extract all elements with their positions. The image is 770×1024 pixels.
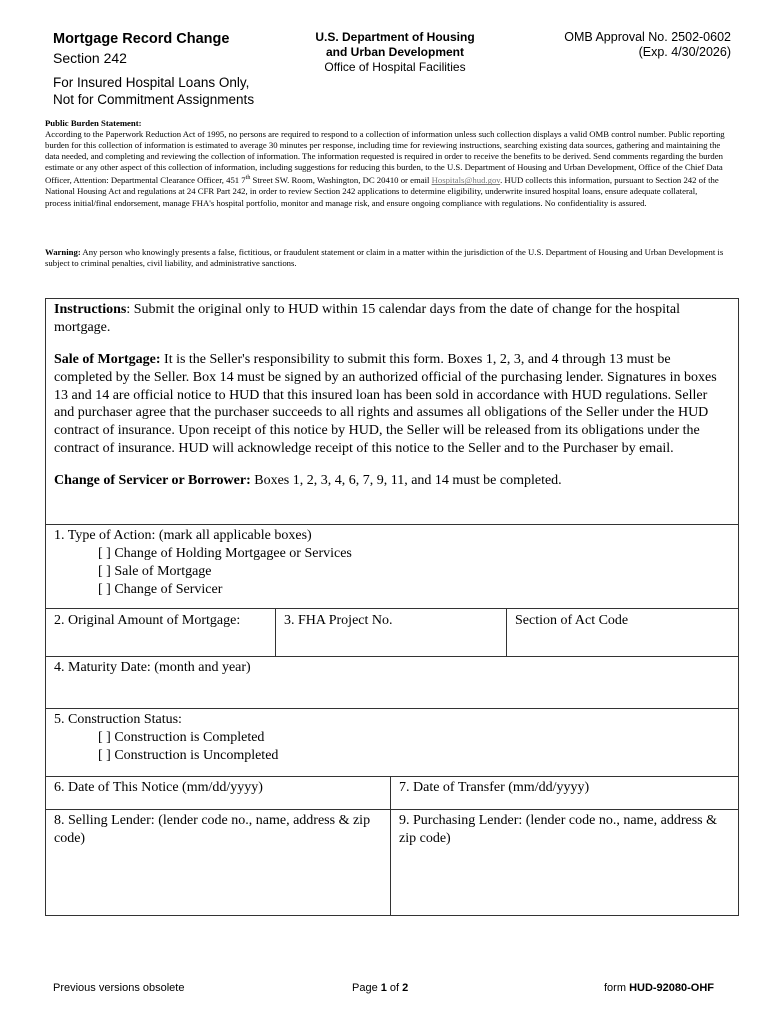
burden-title: Public Burden Statement: — [45, 118, 142, 128]
footer-obsolete-note: Previous versions obsolete — [53, 982, 185, 994]
warning-text: Any person who knowingly presents a false, fictitious, or fraudulent statement or claim in a matter within the jurisdiction of the U.S. Department of Housing and Urban Development is subject to criminal penalties, civil liability, and administrative sanctions. — [45, 247, 724, 269]
checkbox-change-holding-mortgagee[interactable]: [ ] Change of Holding Mortgagee or Services — [98, 546, 352, 561]
box-3-fha-project-no[interactable] — [275, 608, 507, 657]
box-6-label: 6. Date of This Notice (mm/dd/yyyy) — [54, 780, 263, 795]
checkbox-construction-uncompleted[interactable]: [ ] Construction is Uncompleted — [98, 748, 279, 763]
box-5-construction-status — [45, 708, 739, 777]
omb-expiration: (Exp. 4/30/2026) — [638, 45, 731, 59]
footer-page-number: Page 1 of 2 — [352, 982, 409, 994]
box-5-label: 5. Construction Status: — [54, 712, 182, 727]
section-of-act-label: Section of Act Code — [515, 613, 629, 628]
warning-label: Warning: — [45, 247, 81, 257]
burden-statement — [45, 118, 725, 209]
agency-line2: and Urban Development — [325, 45, 465, 59]
email-link[interactable]: Hospitals@hud.gov — [431, 175, 501, 186]
box-9-purchasing-lender[interactable] — [390, 809, 739, 916]
agency-line1: U.S. Department of Housing — [315, 30, 475, 44]
box-7-date-of-transfer[interactable] — [390, 776, 739, 810]
box-7-label: 7. Date of Transfer (mm/dd/yyyy) — [399, 780, 590, 795]
omb-approval: OMB Approval No. 2502-0602 — [564, 30, 731, 44]
sale-of-mortgage-paragraph: Sale of Mortgage: It is the Seller's responsibility to submit this form. Boxes 1, 2, 3, and 4 through 13 must be completed by the Seller. Box 14 must be signed by an authorized official of the purchasing lender. Signatures in boxes 13 and 14 are official notice to HUD that this insured loan has been sold in accordance with HUD regulations. Seller and purchaser agree that the purchaser succeeds to all rights and assumes all obligations of the Seller under the HUD contract of insurance. Upon receipt of this notice by HUD, the Seller will be released from its obligations under the contract of insurance. HUD will acknowledge receipt of this notice to the Seller and to the Purchaser by email. — [54, 352, 717, 457]
form-header-title-block — [53, 30, 303, 108]
box-9-label: 9. Purchasing Lender: (lender code no., name, address & zip code) — [399, 813, 718, 846]
footer-form-id: form HUD-92080-OHF — [604, 982, 715, 994]
checkbox-sale-of-mortgage[interactable]: [ ] Sale of Mortgage — [98, 564, 212, 579]
form-subtitle-line1: For Insured Hospital Loans Only, — [53, 75, 250, 90]
instructions-paragraph: Instructions: Submit the original only to HUD within 15 calendar days from the date of change for the hospital mortgage. — [54, 302, 681, 335]
form-subtitle-line2: Not for Commitment Assignments — [53, 92, 255, 107]
box-6-date-of-notice[interactable] — [45, 776, 391, 810]
box-4-label: 4. Maturity Date: (month and year) — [54, 660, 251, 675]
section-of-act-code[interactable] — [506, 608, 739, 657]
box-4-maturity-date[interactable] — [45, 656, 739, 709]
form-title: Mortgage Record Change — [53, 31, 230, 47]
box-2-original-amount[interactable] — [45, 608, 276, 657]
checkbox-construction-completed[interactable]: [ ] Construction is Completed — [98, 730, 265, 745]
checkbox-change-of-servicer[interactable]: [ ] Change of Servicer — [98, 582, 223, 597]
instructions-box — [45, 298, 739, 525]
box-8-selling-lender[interactable] — [45, 809, 391, 916]
box-8-label: 8. Selling Lender: (lender code no., name, address & zip code) — [54, 813, 371, 846]
box-2-label: 2. Original Amount of Mortgage: — [54, 613, 241, 628]
agency-block — [300, 30, 490, 75]
omb-block — [530, 30, 731, 60]
change-servicer-paragraph: Change of Servicer or Borrower: Boxes 1, 2, 3, 4, 6, 7, 9, 11, and 14 must be completed. — [54, 473, 562, 489]
box-1-type-of-action — [45, 524, 739, 609]
box-1-label: 1. Type of Action: (mark all applicable boxes) — [54, 528, 312, 543]
burden-text: According to the Paperwork Reduction Act of 1995, no persons are required to respond to a collection of information unless such collection displays a valid OMB control number. Public reporting burden for this collection of information is estimated to average 30 minutes per response, including time for reviewing instructions, searching existing data sources, gathering and maintaining the data needed, and completing and reviewing the collection of information. The information requested is required in order to receive the benefits to be derived. Send comments regarding the burden estimate or any other aspect of this collection of information, including suggestions for reducing this burden, to the U.S. Department of Housing and Urban Development, Office of the Chief Data Officer, Attention: Departmental Clearance Officer, 451 7th Street SW. Room, Washington, DC 20410 or email Hospitals@hud.gov. HUD collects this information, pursuant to Section 242 of the National Housing Act and regulations at 24 CFR Part 242, in order to review Section 242 applications to determine eligibility, underwrite insured hospital loans, ensure adequate collateral, process initial/final endorsement, manage FHA's hospital portfolio, monitor and manage risk, and ensure ongoing compliance with regulations. No confidentiality is assured. — [45, 129, 725, 208]
box-3-label: 3. FHA Project No. — [284, 613, 393, 628]
form-section: Section 242 — [53, 50, 127, 66]
agency-office: Office of Hospital Facilities — [324, 60, 466, 74]
warning-statement — [45, 247, 725, 269]
